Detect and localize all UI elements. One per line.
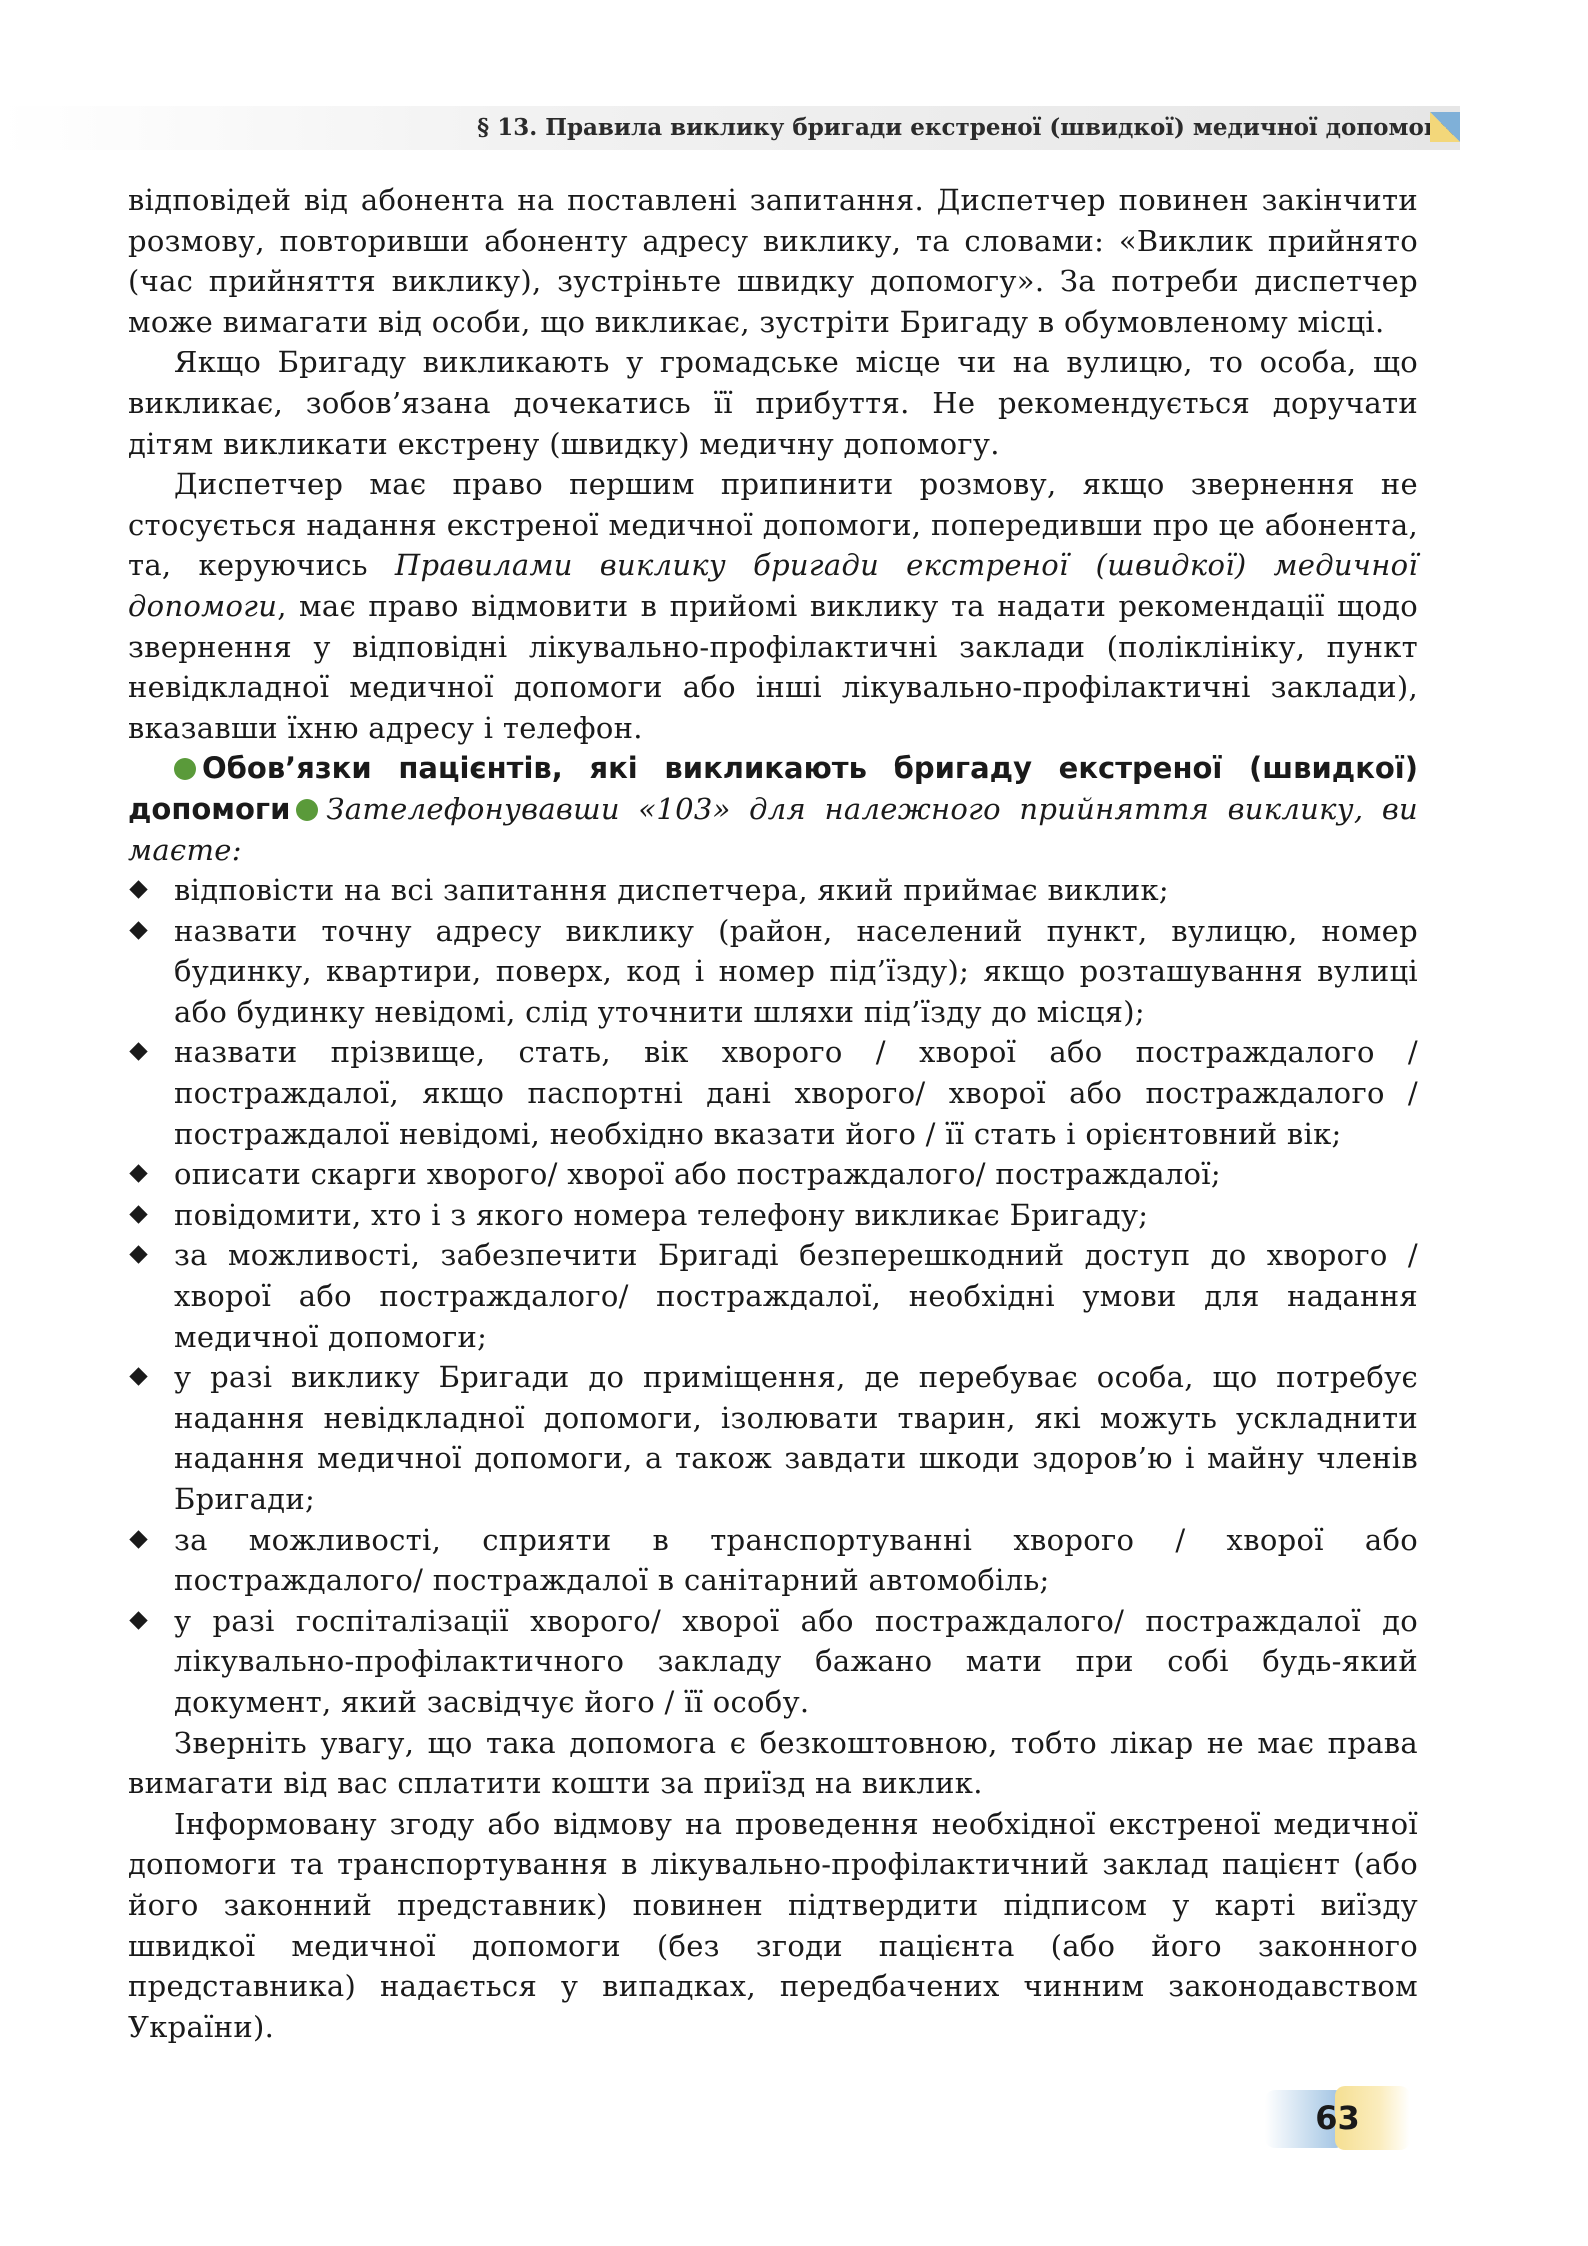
list-item-text: за можливості, забезпечити Бригаді безперешкодний доступ до хворого / хворої або постраждалого/ постраждалої, необхідні умови для надання медичної допомоги; <box>174 1238 1418 1354</box>
list-item-text: за можливості, сприяти в транспортуванні хворого / хворої або постраждалого/ постраждалої в санітарний автомобіль; <box>174 1522 1418 1598</box>
page-number: 63 <box>1315 2099 1360 2137</box>
list-item <box>128 870 1418 911</box>
list-item-text: описати скарги хворого/ хворої або постраждалого/ постраждалої; <box>174 1157 1221 1192</box>
diamond-bullet-icon <box>129 880 147 898</box>
diamond-bullet-icon <box>129 1205 147 1223</box>
page-number-badge <box>1265 2086 1410 2150</box>
diamond-bullet-icon <box>129 921 147 939</box>
list-item-text: назвати прізвище, стать, вік хворого / хворої або постраждалого / постраждалої, якщо паспортні дані хворого/ хворої або постраждалого / постраждалої невідомі, необхідно вказати його / її стать і орієнтовний вік; <box>174 1035 1418 1151</box>
list-item <box>128 1520 1418 1601</box>
list-item <box>128 1235 1418 1357</box>
list-item-text: назвати точну адресу виклику (район, населений пункт, вулицю, номер будинку, квартири, поверх, код і номер під’їзду); якщо розташування вулиці або будинку невідомі, слід уточнити шляхи під’їзду до місця); <box>174 913 1418 1029</box>
paragraph-3-italic: Правилами виклику бригади екстреної (швидкої) медичної допомоги <box>128 548 1418 623</box>
list-item-text: у разі госпіталізації хворого/ хворої або постраждалого/ постраждалої до лікувально-профілактичного закладу бажано мати при собі будь-який документ, який засвідчує його / її особу. <box>174 1603 1418 1719</box>
list-item-text: повідомити, хто і з якого номера телефону викликає Бригаду; <box>174 1197 1149 1232</box>
diamond-bullet-icon <box>129 1043 147 1061</box>
paragraph-5: Інформовану згоду або відмову на проведення необхідної екстреної медичної допомоги та транспортування в лікувально-профілактичний заклад пацієнт (або його законний представник) повинен підтвердити підписом у карті виїзду швидкої медичної допомоги (без згоди пацієнта (або його законного представника) надається у випадках, передбачених чинним законодавством України). <box>128 1806 1418 2044</box>
page-body <box>128 180 1418 2047</box>
section-intro: Зателефонувавши «103» для належного прийняття виклику, ви маєте: <box>128 791 1418 867</box>
diamond-bullet-icon <box>129 1530 147 1548</box>
list-item <box>128 1154 1418 1195</box>
green-dot-icon <box>174 758 196 780</box>
section-paragraph <box>128 748 1418 870</box>
list-item <box>128 1195 1418 1236</box>
diamond-bullet-icon <box>129 1368 147 1386</box>
running-header-title: § 13. Правила виклику бригади екстреної (швидкої) медичної допомоги <box>477 114 1455 141</box>
paragraph-2: Якщо Бригаду викликають у громадське місце чи на вулицю, то особа, що викликає, зобов’язана дочекатись її прибуття. Не рекомендується доручати дітям викликати екстрену (швидку) медичну допомогу. <box>128 345 1418 461</box>
list-item <box>128 911 1418 1033</box>
list-item-text: відповісти на всі запитання диспетчера, який приймає виклик; <box>174 873 1170 908</box>
diamond-bullet-icon <box>129 1246 147 1264</box>
list-item <box>128 1601 1418 1723</box>
list-item <box>128 1032 1418 1154</box>
paragraph-1: відповідей від абонента на поставлені запитання. Диспетчер повинен закінчити розмову, повторивши абоненту адресу виклику, та словами: «Виклик прийнято (час прийняття виклику), зустріньте швидку допомогу». За потреби диспетчер може вимагати від особи, що викликає, зустріти Бригаду в обумовленому місці. <box>128 183 1418 339</box>
list-item-text: у разі виклику Бригади до приміщення, де перебуває особа, що потребує надання невідкладної допомоги, ізолювати тварин, які можуть ускладнити надання медичної допомоги, а також завдати шкоди здоров’ю і майну членів Бригади; <box>174 1360 1418 1516</box>
diamond-bullet-icon <box>129 1165 147 1183</box>
header-corner-yellow-icon <box>1430 112 1460 142</box>
paragraph-3 <box>128 464 1418 748</box>
list-item <box>128 1357 1418 1519</box>
paragraph-3-text-b: , має право відмовити в прийомі виклику та надати рекомендації щодо звернення у відповідні лікувально-профілактичні заклади (поліклініку, пункт невідкладної медичної допомоги або інші лікувально-профілактичні заклади), вказавши їхню адресу і телефон. <box>128 588 1418 745</box>
bullet-list <box>128 870 1418 1722</box>
diamond-bullet-icon <box>129 1611 147 1629</box>
paragraph-4: Зверніть увагу, що така допомога є безкоштовною, тобто лікар не має права вимагати від вас сплатити кошти за приїзд на виклик. <box>128 1725 1418 1801</box>
paragraph-3-text-a: Диспетчер має право першим припинити розмову, якщо звернення не стосується надання екстреної медичної допомоги, попередивши про це абонента, та, керуючись <box>128 467 1418 583</box>
green-dot-icon <box>296 799 318 821</box>
section-heading: Обов’язки пацієнтів, які викликають бригаду екстреної (швидкої) допомоги <box>128 751 1418 826</box>
